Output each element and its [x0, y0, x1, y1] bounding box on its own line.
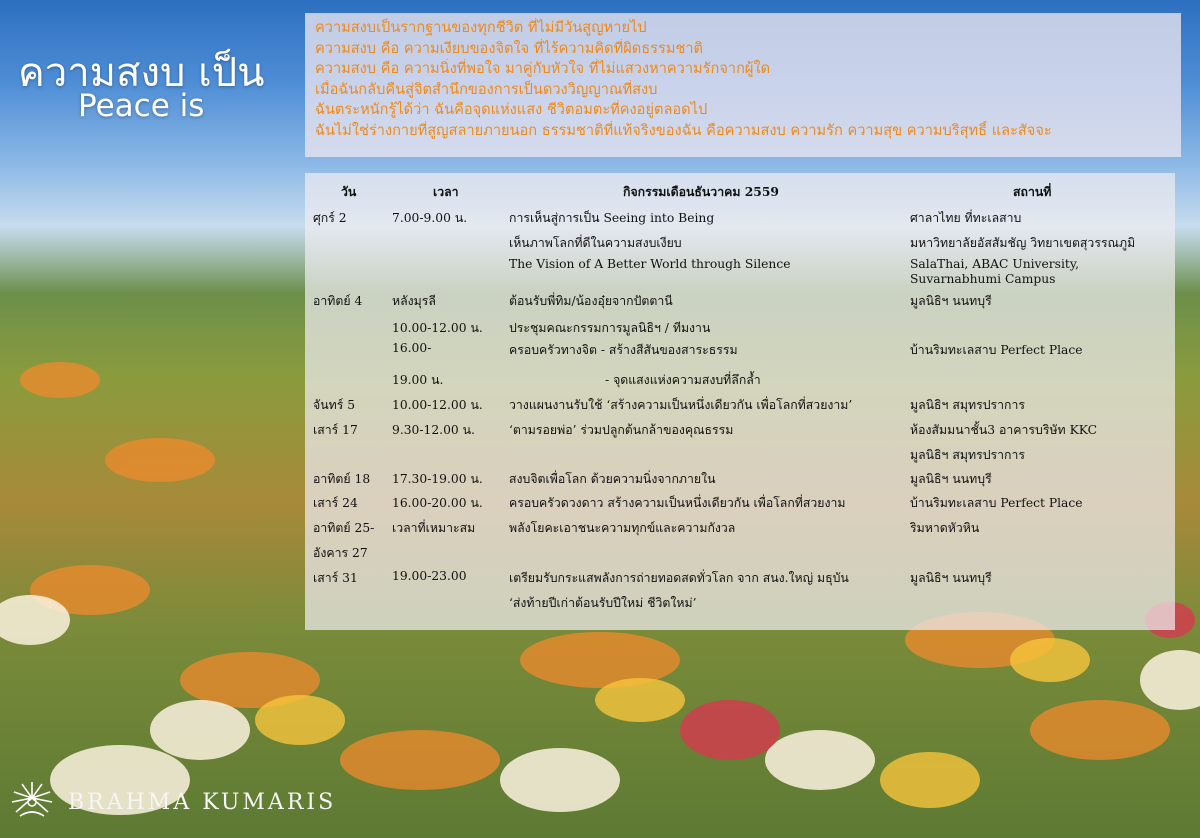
- schedule-day-cell: อาทิตย์ 18: [313, 472, 371, 486]
- schedule-activity-cell: ‘ส่งท้ายปีเก่าต้อนรับปีใหม่ ชีวิตใหม่’: [509, 596, 697, 610]
- brand-name: BRAHMA KUMARIS: [68, 790, 337, 815]
- schedule-time-cell: 17.30-19.00 น.: [392, 472, 483, 486]
- schedule-place-cell: มหาวิทยาลัยอัสสัมชัญ วิทยาเขตสุวรรณภูมิ: [910, 236, 1136, 250]
- header-day: วัน: [341, 184, 357, 199]
- schedule-activity-cell: ครอบครัวทางจิต - สร้างสีสันของสาระธรรม: [509, 343, 738, 357]
- schedule-place-cell: มูลนิธิฯ สมุทรปราการ: [910, 448, 1025, 462]
- schedule-activity-cell: พลังโยคะเอาชนะความทุกข์และความกังวล: [509, 521, 736, 535]
- schedule-day-cell: ศุกร์ 2: [313, 211, 347, 225]
- schedule-activity-cell: เตรียมรับกระแสพลังการถ่ายทอดสดทั่วโลก จาก สนง.ใหญ่ มธุบัน: [509, 571, 849, 585]
- header-place: สถานที่: [1013, 184, 1052, 199]
- schedule-place-cell: ห้องสัมมนาชั้น3 อาคารบริษัท KKC: [910, 423, 1098, 437]
- schedule-table: [305, 173, 1175, 630]
- schedule-place-cell: มูลนิธิฯ สมุทรปราการ: [910, 398, 1025, 412]
- schedule-activity-cell: สงบจิตเพื่อโลก ด้วยความนิ่งจากภายใน: [509, 472, 716, 486]
- schedule-place-cell: ริมหาดหัวหิน: [910, 521, 980, 535]
- schedule-day-cell: อังคาร 27: [313, 546, 368, 560]
- title-thai: ความสงบ เป็น: [18, 50, 265, 96]
- schedule-place-cell: มูลนิธิฯ นนทบุรี: [910, 472, 992, 486]
- quote-line: ความสงบเป็นรากฐานของทุกชีวิต ที่ไม่มีวันสูญหายไป: [315, 19, 647, 36]
- header-time: เวลา: [433, 184, 459, 199]
- schedule-day-cell: จันทร์ 5: [313, 398, 356, 412]
- schedule-activity-cell: ประชุมคณะกรรมการมูลนิธิฯ / ทีมงาน: [509, 321, 711, 335]
- schedule-time-cell: 10.00-12.00 น.: [392, 321, 483, 335]
- schedule-place-cell: Suvarnabhumi Campus: [910, 272, 1056, 286]
- schedule-time-cell: 9.30-12.00 น.: [392, 423, 475, 437]
- schedule-day-cell: เสาร์ 17: [313, 423, 358, 437]
- schedule-day-cell: เสาร์ 31: [313, 571, 358, 585]
- schedule-day-cell: อาทิตย์ 25-: [313, 521, 375, 535]
- quote-line: ฉันตระหนักรู้ได้ว่า ฉันคือจุดแห่งแสง ชีวิตอมตะที่คงอยู่ตลอดไป: [315, 101, 708, 118]
- schedule-place-cell: SalaThai, ABAC University,: [910, 257, 1080, 271]
- schedule-place-cell: มูลนิธิฯ นนทบุรี: [910, 571, 992, 585]
- schedule-activity-cell: - จุดแสงแห่งความสงบที่ลึกล้ำ: [605, 373, 761, 387]
- schedule-day-cell: เสาร์ 24: [313, 496, 358, 510]
- schedule-activity-cell: เห็นภาพโลกที่ดีในความสงบเงียบ: [509, 236, 682, 250]
- quote-panel: [305, 13, 1181, 157]
- schedule-activity-cell: ต้อนรับพี่ทิม/น้องอุ๋ยจากปัตตานี: [509, 294, 673, 308]
- title-english: Peace is: [78, 88, 205, 124]
- schedule-time-cell: 10.00-12.00 น.: [392, 398, 483, 412]
- lotus-sunburst-icon: [10, 778, 54, 822]
- schedule-place-cell: มูลนิธิฯ นนทบุรี: [910, 294, 992, 308]
- schedule-place-cell: ศาลาไทย ที่ทะเลสาบ: [910, 211, 1022, 225]
- schedule-time-cell: หลังมุรลี: [392, 294, 436, 308]
- quote-line: ความสงบ คือ ความนิ่งที่พอใจ มาคู่กับหัวใจ ที่ไม่แสวงหาความรักจากผู้ใด: [315, 60, 771, 77]
- schedule-place-cell: บ้านริมทะเลสาบ Perfect Place: [910, 496, 1083, 510]
- schedule-activity-cell: The Vision of A Better World through Silence: [509, 257, 791, 271]
- quote-line: ฉันไม่ใช่ร่างกายที่สูญสลายภายนอก ธรรมชาติที่แท้จริงของฉัน คือความสงบ ความรัก ความสุข ความบริสุทธิ์ และสัจจะ: [315, 121, 1052, 139]
- schedule-day-cell: อาทิตย์ 4: [313, 294, 363, 308]
- schedule-activity-cell: ‘ตามรอยพ่อ’ ร่วมปลูกต้นกล้าของคุณธรรม: [509, 423, 734, 437]
- schedule-time-cell: 19.00-23.00: [392, 569, 467, 583]
- schedule-activity-cell: วางแผนงานรับใช้ ‘สร้างความเป็นหนึ่งเดียวกัน เพื่อโลกที่สวยงาม’: [509, 398, 853, 412]
- schedule-time-cell: 19.00 น.: [392, 373, 444, 387]
- quote-line: เมื่อฉันกลับคืนสู่จิตสำนึกของการเป็นดวงวิญญาณที่สงบ: [315, 80, 658, 98]
- schedule-activity-cell: การเห็นสู่การเป็น Seeing into Being: [509, 211, 715, 225]
- quote-line: ความสงบ คือ ความเงียบของจิตใจ ที่ไร้ความคิดที่ผิดธรรมชาติ: [315, 39, 704, 57]
- schedule-time-cell: 16.00-20.00 น.: [392, 496, 483, 510]
- schedule-activity-cell: ครอบครัวดวงดาว สร้างความเป็นหนึ่งเดียวกัน เพื่อโลกที่สวยงาม: [509, 496, 846, 510]
- header-activity: กิจกรรมเดือนธันวาคม 2559: [623, 184, 779, 199]
- schedule-time-cell: 16.00-: [392, 341, 432, 355]
- schedule-time-cell: เวลาที่เหมาะสม: [392, 521, 476, 535]
- schedule-place-cell: บ้านริมทะเลสาบ Perfect Place: [910, 343, 1083, 357]
- schedule-time-cell: 7.00-9.00 น.: [392, 211, 468, 225]
